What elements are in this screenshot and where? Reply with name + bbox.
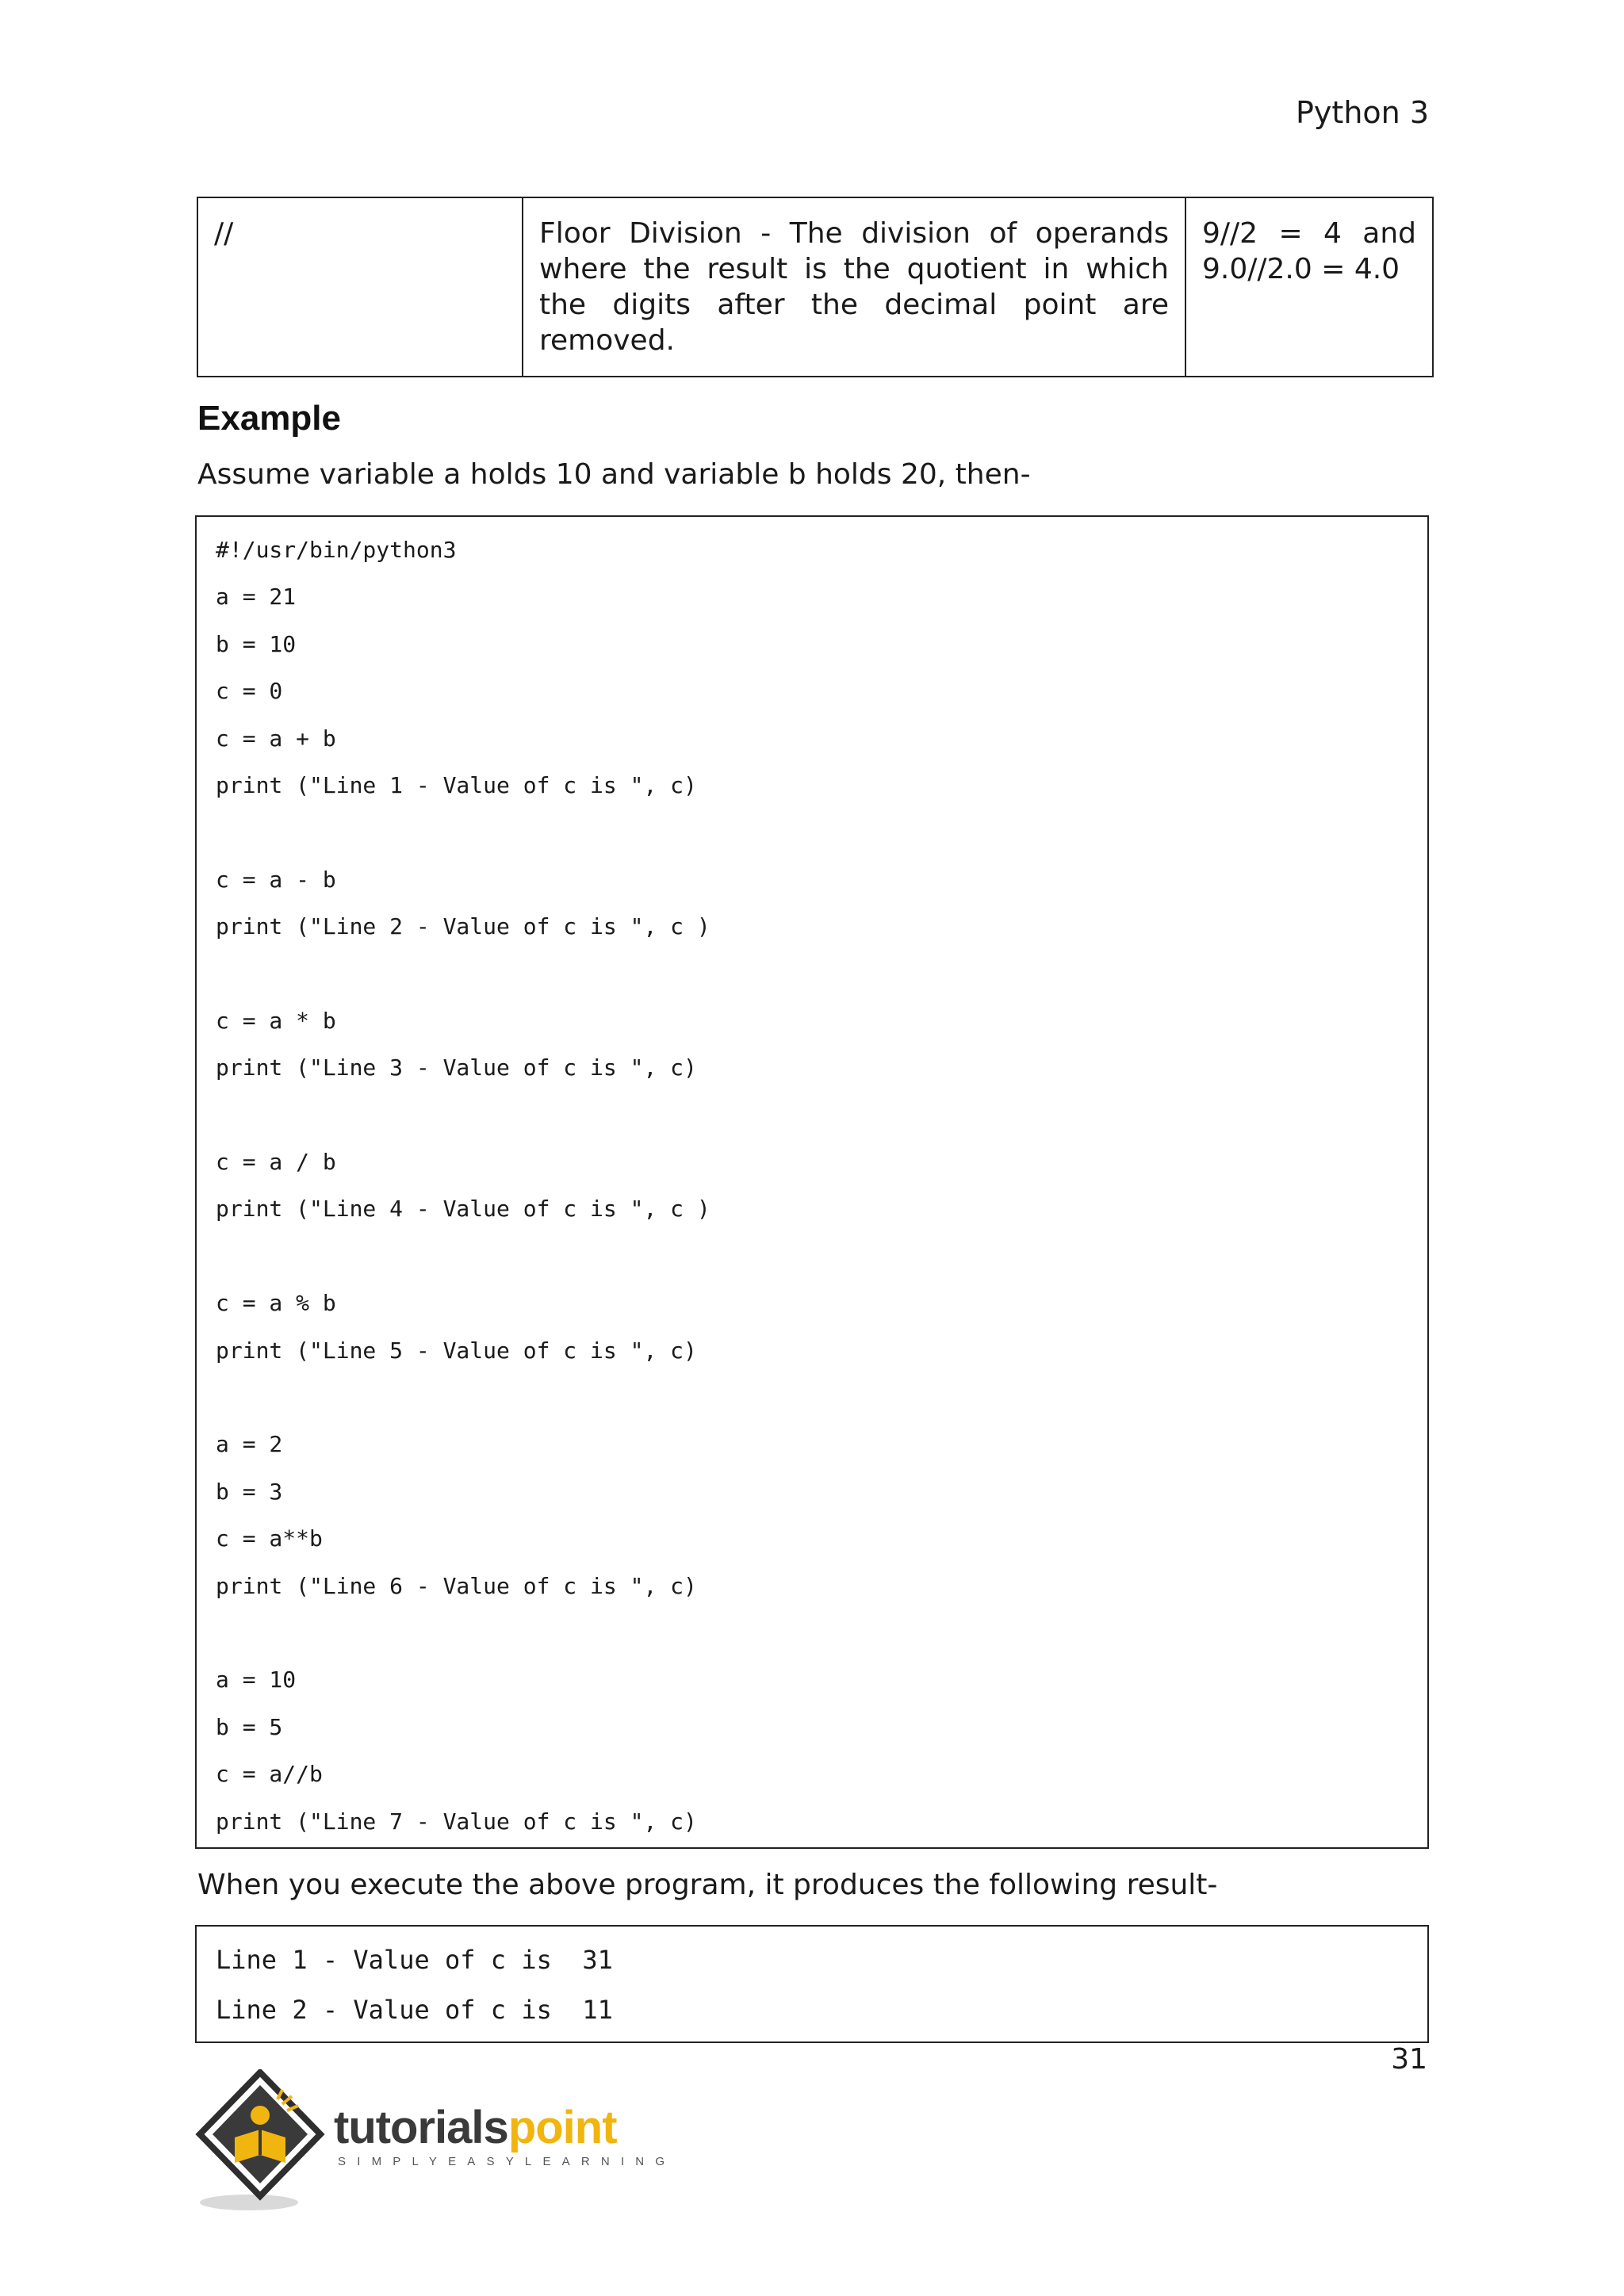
logo-wordmark: [334, 2101, 617, 2154]
code-line: [216, 1100, 1408, 1146]
logo-tagline: SIMPLYEASYLEARNING: [338, 2155, 676, 2168]
code-line: [216, 1617, 1408, 1664]
code-line: [216, 1241, 1408, 1288]
code-line: b = 10: [216, 630, 297, 657]
result-intro-paragraph: When you execute the above program, it produces the following result-: [197, 1869, 1218, 1901]
logo-text-tutorials: tutorials: [334, 2102, 508, 2153]
code-line: print ("Line 2 - Value of c is ", c ): [216, 913, 710, 940]
output-line: Line 2 - Value of c is 11: [216, 1995, 613, 2025]
code-line: c = 0: [216, 678, 283, 705]
table-row: [197, 197, 1433, 377]
output-block: [195, 1925, 1429, 2043]
tutorialspoint-logo: [195, 2069, 676, 2212]
code-line: c = a / b: [216, 1149, 336, 1176]
code-line: c = a * b: [216, 1007, 336, 1034]
code-line: [216, 959, 1408, 1005]
logo-diamond-icon: [195, 2069, 334, 2212]
code-line: [216, 817, 1408, 863]
code-line: print ("Line 6 - Value of c is ", c): [216, 1572, 697, 1599]
operator-table: [197, 197, 1434, 377]
page-number: 31: [1391, 2043, 1427, 2076]
logo-text-point: point: [508, 2102, 617, 2153]
code-line: c = a % b: [216, 1290, 336, 1317]
code-line: b = 5: [216, 1713, 283, 1740]
code-block: [195, 515, 1429, 1849]
code-line: c = a + b: [216, 725, 336, 752]
code-line: print ("Line 1 - Value of c is ", c): [216, 771, 697, 798]
code-line: c = a//b: [216, 1761, 323, 1788]
operator-cell: //: [197, 197, 523, 377]
output-line: Line 1 - Value of c is 31: [216, 1945, 613, 1975]
description-cell: Floor Division - The division of operands where the result is the quotient in which the digits after the decimal point are removed.: [523, 197, 1185, 377]
code-line: a = 2: [216, 1431, 283, 1458]
running-header: Python 3: [1296, 95, 1429, 130]
code-line: [216, 1382, 1408, 1429]
code-line: c = a - b: [216, 866, 336, 893]
example-cell: 9//2 = 4 and 9.0//2.0 = 4.0: [1185, 197, 1433, 377]
code-line: print ("Line 7 - Value of c is ", c): [216, 1808, 697, 1835]
code-line: a = 10: [216, 1667, 297, 1693]
code-line: #!/usr/bin/python3: [216, 537, 457, 563]
section-heading: Example: [197, 399, 341, 438]
code-line: print ("Line 4 - Value of c is ", c ): [216, 1196, 710, 1223]
intro-paragraph: Assume variable a holds 10 and variable b holds 20, then-: [197, 458, 1031, 491]
code-line: a = 21: [216, 584, 297, 610]
code-line: c = a**b: [216, 1525, 323, 1552]
code-line: print ("Line 3 - Value of c is ", c): [216, 1054, 697, 1081]
code-line: b = 3: [216, 1478, 283, 1505]
code-line: print ("Line 5 - Value of c is ", c): [216, 1337, 697, 1364]
